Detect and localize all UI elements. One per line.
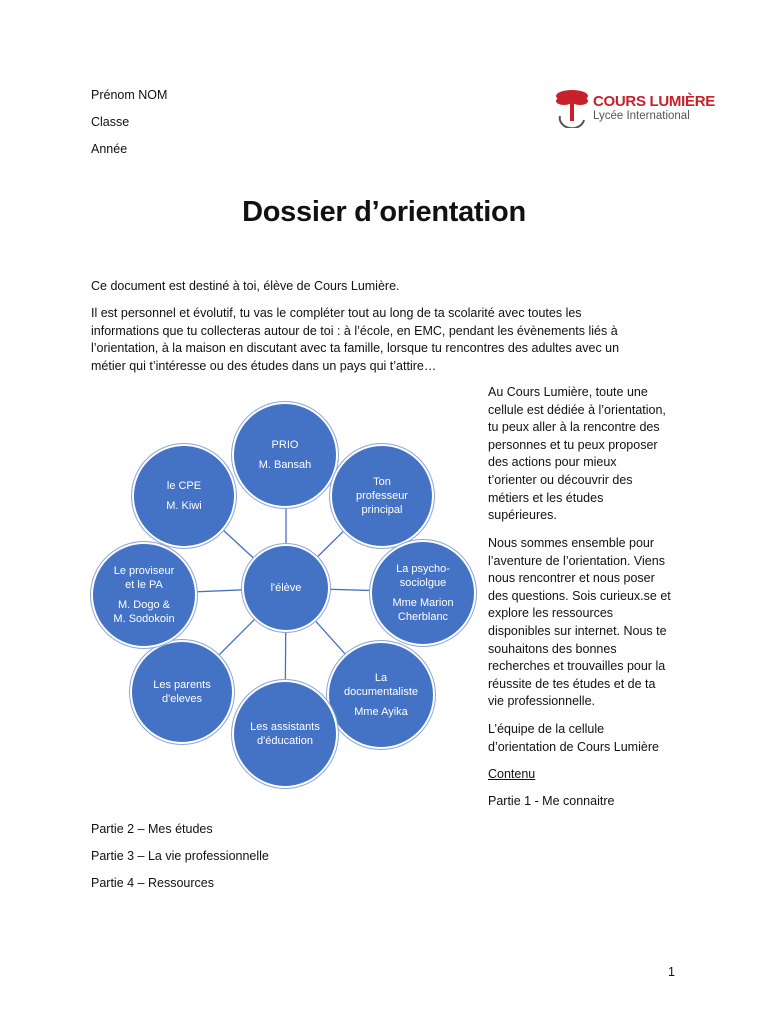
cellule-paragraph-line: tu peux aller à la rencontre des bbox=[488, 420, 660, 435]
node-documentaliste-line: documentaliste bbox=[344, 686, 418, 698]
ensemble-paragraph-line: vie professionnelle. bbox=[488, 694, 596, 709]
cellule-paragraph bbox=[488, 384, 688, 525]
node-proviseur-line: Le proviseur bbox=[113, 565, 175, 577]
node-psychologue-line: Mme Marion bbox=[392, 597, 454, 609]
contents-part-3: Partie 3 – La vie professionnelle bbox=[91, 849, 269, 863]
node-eleve-label: l'élève bbox=[270, 582, 302, 594]
node-assistants-line: Les assistants bbox=[250, 721, 320, 733]
ensemble-paragraph-line: l’aventure de l’orientation. Viens bbox=[488, 553, 665, 568]
node-professeur-line: professeur bbox=[356, 490, 408, 502]
intro-paragraph-line: métier qui t’intéresse ou des études dans un pays qui t’attire… bbox=[91, 358, 437, 373]
document-title: Dossier d’orientation bbox=[242, 196, 526, 228]
node-parents-line: d'eleves bbox=[161, 693, 202, 705]
logo-name: COURS LUMIÈRE bbox=[593, 93, 715, 110]
contents-part-2: Partie 2 – Mes études bbox=[91, 822, 213, 836]
intro-paragraph-line: informations que tu collecteras autour de toi : à l’école, en EMC, pendant les évènements liés à bbox=[91, 323, 618, 338]
ensemble-paragraph-line: Nous sommes ensemble pour bbox=[488, 536, 655, 550]
node-psychologue bbox=[370, 540, 476, 646]
node-prio-line: M. Bansah bbox=[258, 459, 312, 471]
ensemble-paragraph-line: recherches et trouvailles pour la bbox=[488, 659, 666, 674]
ensemble-paragraph-line: réussite de tes études et de ta bbox=[488, 676, 656, 691]
intro-paragraph-line: Il est personnel et évolutif, tu vas le compléter tout au long de ta scolarité avec toutes les bbox=[91, 306, 582, 320]
signature-block bbox=[488, 721, 688, 756]
node-cpe-line: M. Kiwi bbox=[166, 500, 202, 512]
node-documentaliste-line: La bbox=[374, 672, 388, 684]
node-parents-line: Les parents bbox=[153, 679, 211, 691]
node-documentaliste-line: Mme Ayika bbox=[354, 706, 408, 718]
page-number: 1 bbox=[668, 965, 675, 979]
node-cpe-line: le CPE bbox=[166, 480, 202, 492]
node-professeur-line: Ton bbox=[373, 476, 391, 488]
intro-line: Ce document est destiné à toi, élève de Cours Lumière. bbox=[91, 279, 400, 293]
node-proviseur-line: M. Sodokoin bbox=[113, 613, 175, 625]
node-prio bbox=[232, 402, 338, 508]
cellule-paragraph-line: cellule est dédiée à l’orientation, bbox=[488, 402, 666, 417]
ensemble-paragraph bbox=[488, 535, 688, 711]
name-field-label: Prénom NOM bbox=[91, 88, 168, 102]
ensemble-paragraph-line: des questions. Sois curieux.se et bbox=[488, 588, 671, 603]
node-parents bbox=[130, 640, 234, 744]
signature-line: L’équipe de la cellule bbox=[488, 722, 605, 736]
contents-heading: Contenu bbox=[488, 767, 536, 781]
cellule-paragraph-line: t’orienter ou découvrir des bbox=[488, 472, 633, 487]
signature-line: d’orientation de Cours Lumière bbox=[488, 739, 659, 754]
ensemble-paragraph-line: souhaitons des bonnes bbox=[488, 641, 617, 656]
node-psychologue-line: sociolgue bbox=[399, 577, 447, 589]
node-psychologue-line: La psycho- bbox=[396, 563, 450, 575]
ensemble-paragraph-line: explore les ressources bbox=[488, 606, 614, 621]
logo-subtitle: Lycée International bbox=[593, 110, 690, 122]
cellule-paragraph-line: métiers et les études bbox=[488, 490, 604, 505]
cellule-paragraph-line: supérieures. bbox=[488, 508, 557, 523]
node-professeur-line: principal bbox=[361, 504, 403, 516]
node-professeur bbox=[330, 444, 434, 548]
node-proviseur bbox=[91, 542, 197, 648]
node-proviseur-line: M. Dogo & bbox=[118, 599, 170, 611]
node-proviseur-line: et le PA bbox=[125, 579, 163, 591]
node-assistants bbox=[232, 680, 338, 788]
cellule-paragraph-line: Au Cours Lumière, toute une bbox=[488, 385, 648, 399]
node-eleve-center bbox=[242, 544, 330, 632]
year-field-label: Année bbox=[91, 142, 128, 156]
node-assistants-line: d'éducation bbox=[257, 735, 313, 747]
intro-paragraph-line: l’orientation, à la maison en discutant avec ta famille, lorsque tu rencontres des adultes avec un bbox=[91, 341, 620, 356]
ensemble-paragraph-line: nous rencontrer et nous poser bbox=[488, 571, 655, 586]
node-prio-line: PRIO bbox=[271, 439, 299, 451]
node-cpe bbox=[132, 444, 236, 548]
contents-part-1: Partie 1 - Me connaitre bbox=[488, 794, 615, 808]
node-psychologue-line: Cherblanc bbox=[397, 611, 449, 623]
contents-part-4: Partie 4 – Ressources bbox=[91, 876, 214, 890]
cellule-paragraph-line: personnes et tu peux proposer bbox=[488, 437, 658, 452]
node-documentaliste bbox=[327, 641, 435, 749]
ensemble-paragraph-line: disponibles sur internet. Nous te bbox=[488, 623, 667, 638]
cellule-paragraph-line: des actions pour mieux bbox=[488, 455, 617, 470]
class-field-label: Classe bbox=[91, 115, 130, 129]
